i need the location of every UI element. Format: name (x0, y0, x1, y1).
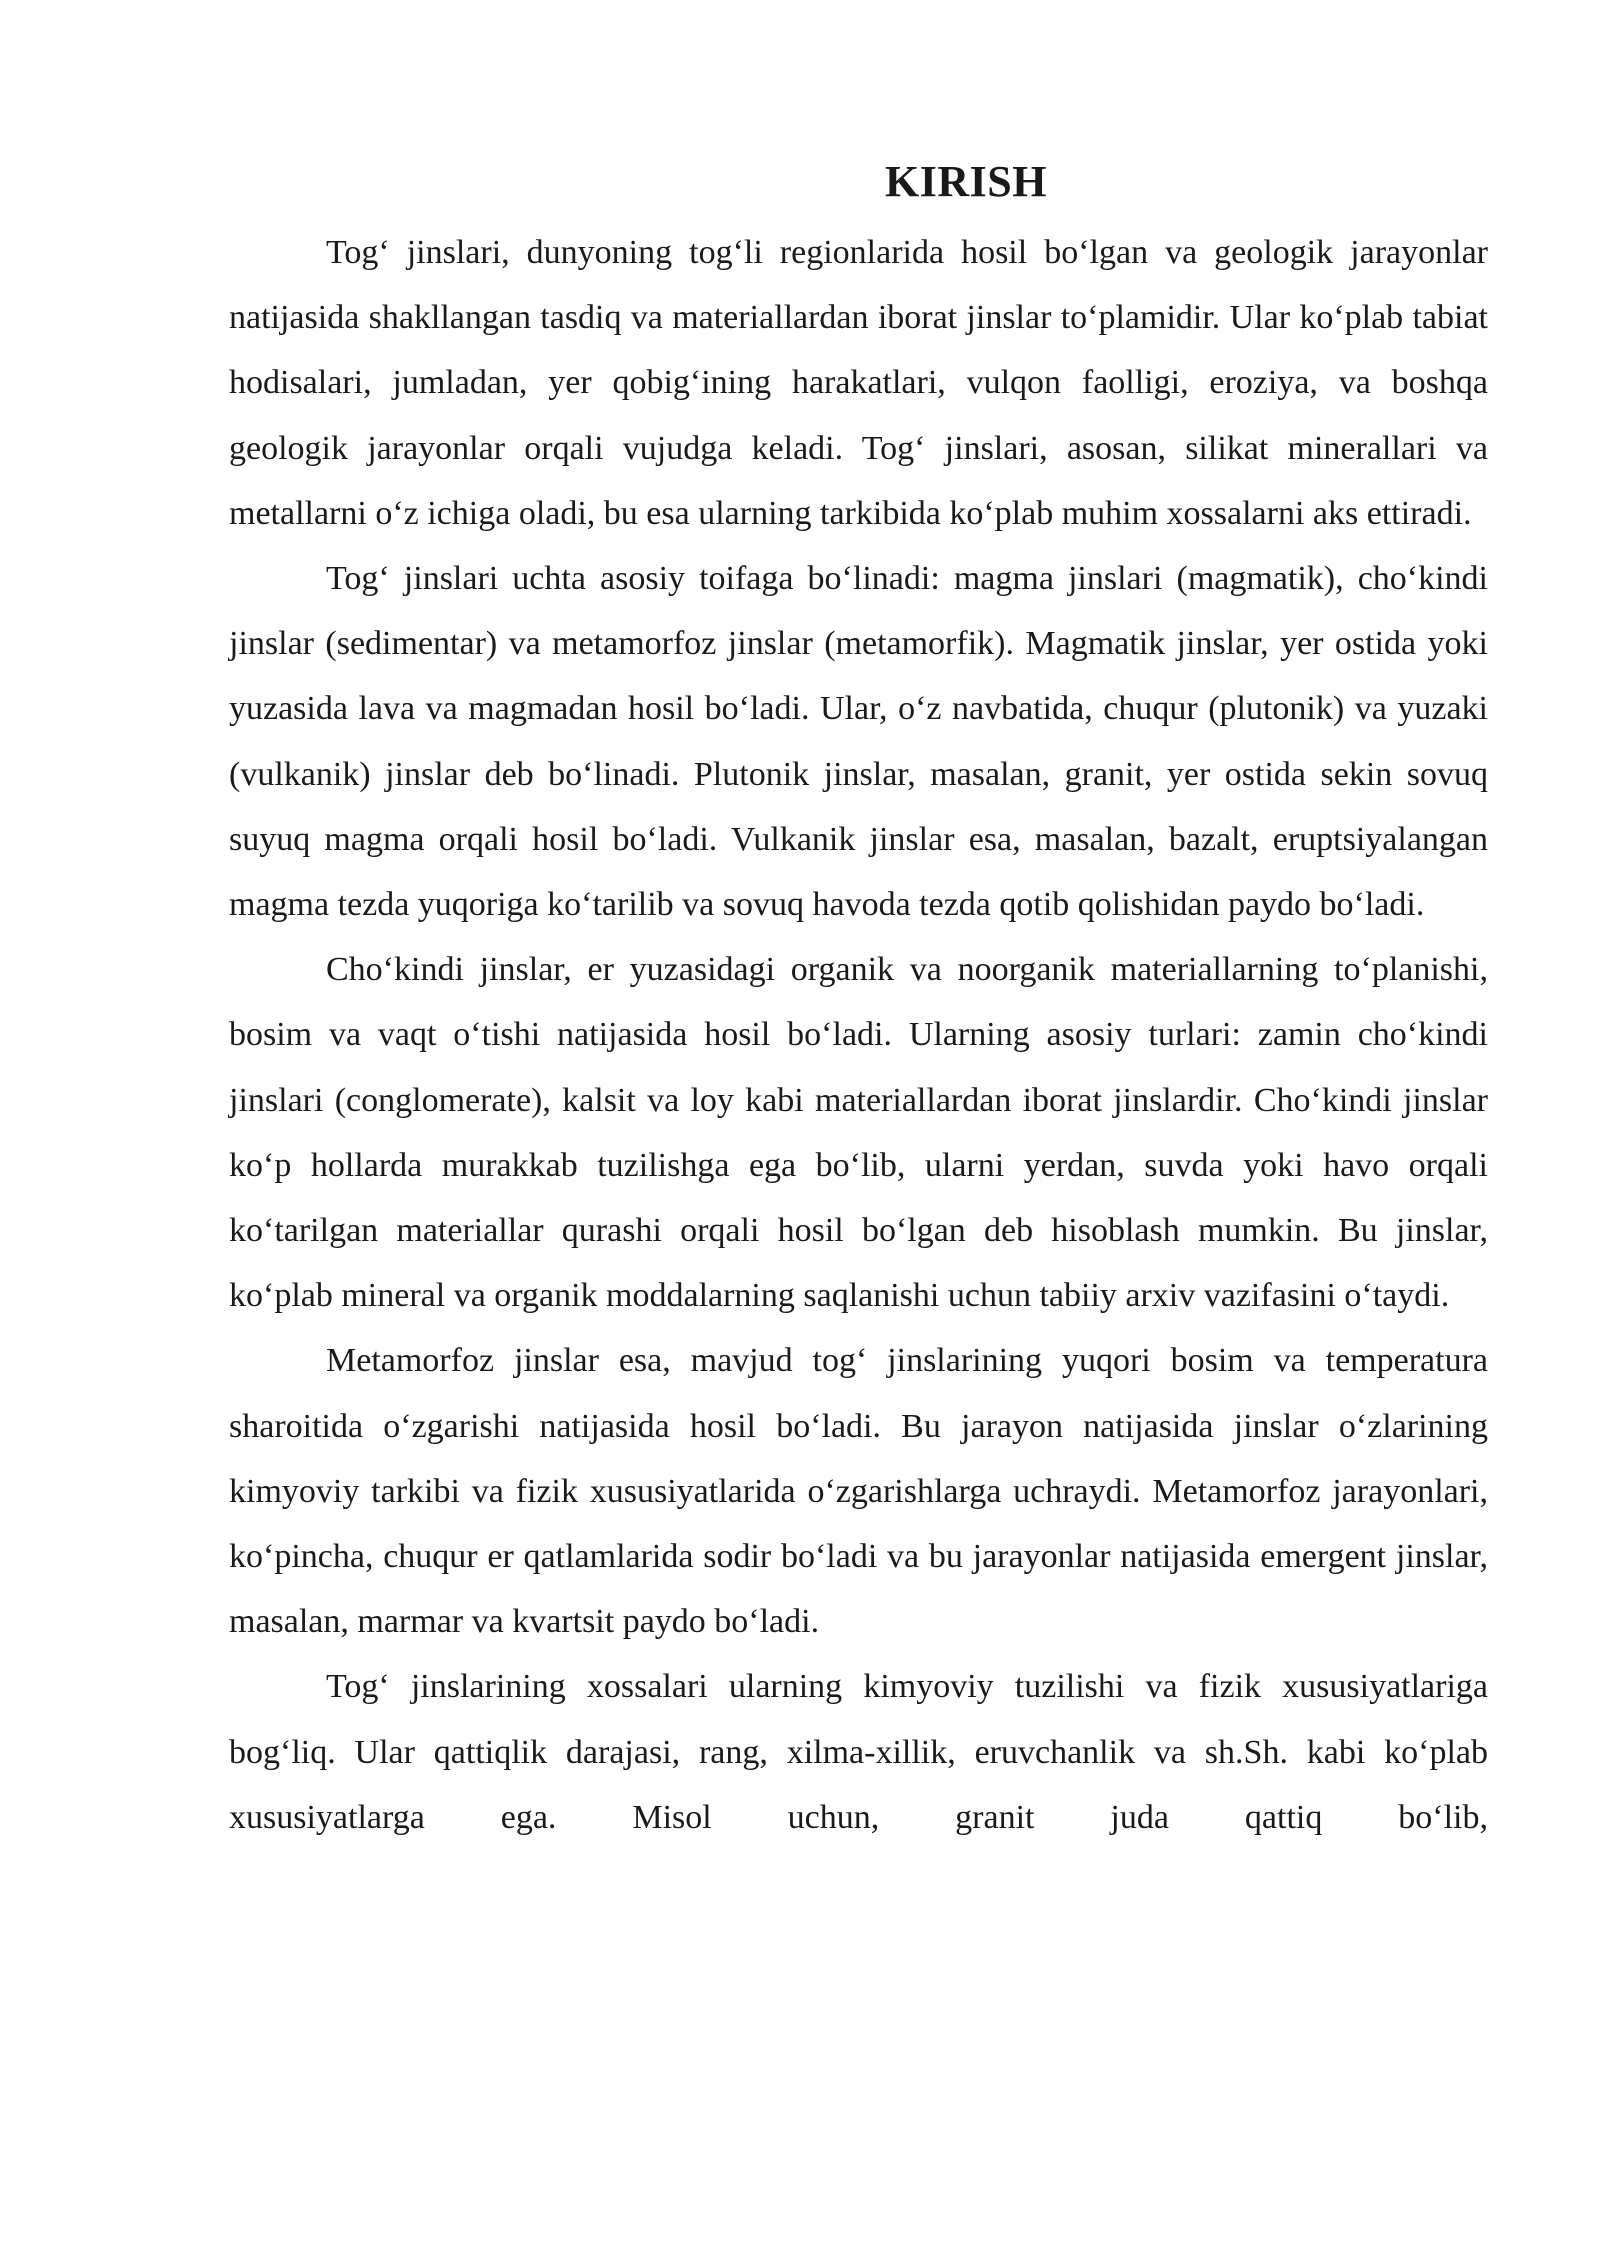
paragraph-2: Tog‘ jinslari uchta asosiy toifaga bo‘linadi: magma jinslari (magmatik), cho‘kindi jinslar (sedimentar) va metamorfoz jinslar (metamorfik). Magmatik jinslar, yer ostida yoki yuzasida lava va magmadan hosil bo‘ladi. Ular, o‘z navbatida, chuqur (plutonik) va yuzaki (vulkanik) jinslar deb bo‘linadi. Plutonik jinslar, masalan, granit, yer ostida sekin sovuq suyuq magma orqali hosil bo‘ladi. Vulkanik jinslar esa, masalan, bazalt, eruptsiyalangan magma tezda yuqoriga ko‘tarilib va sovuq havoda tezda qotib qolishidan paydo bo‘ladi. (229, 560, 1488, 924)
paragraph-1: Tog‘ jinslari, dunyoning tog‘li regionlarida hosil bo‘lgan va geologik jarayonlar natijasida shakllangan tasdiq va materiallardan iborat jinslar to‘plamidir. Ular ko‘plab tabiat hodisalari, jumladan, yer qobig‘ining harakatlari, vulqon faolligi, eroziya, va boshqa geologik jarayonlar orqali vujudga keladi. Tog‘ jinslari, asosan, silikat minerallari va metallarni o‘z ichiga oladi, bu esa ularning tarkibida ko‘plab muhim xossalarni aks ettiradi. (229, 234, 1488, 532)
paragraph-3: Cho‘kindi jinslar, er yuzasidagi organik va noorganik materiallarning to‘planishi, bosim va vaqt o‘tishi natijasida hosil bo‘ladi. Ularning asosiy turlari: zamin cho‘kindi jinslari (conglomerate), kalsit va loy kabi materiallardan iborat jinslardir. Cho‘kindi jinslar ko‘p hollarda murakkab tuzilishga ega bo‘lib, ularni yerdan, suvda yoki havo orqali ko‘tarilgan materiallar qurashi orqali hosil bo‘lgan deb hisoblash mumkin. Bu jinslar, ko‘plab mineral va organik moddalarning saqlanishi uchun tabiiy arxiv vazifasini o‘taydi. (229, 951, 1488, 1315)
page-title: KIRISH (885, 157, 1047, 206)
document-body (229, 150, 1488, 1850)
paragraph-4: Metamorfoz jinslar esa, mavjud tog‘ jinslarining yuqori bosim va temperatura sharoitida o‘zgarishi natijasida hosil bo‘ladi. Bu jarayon natijasida jinslar o‘zlarining kimyoviy tarkibi va fizik xususiyatlarida o‘zgarishlarga uchraydi. Metamorfoz jarayonlari, ko‘pincha, chuqur er qatlamlarida sodir bo‘ladi va bu jarayonlar natijasida emergent jinslar, masalan, marmar va kvartsit paydo bo‘ladi. (229, 1342, 1488, 1641)
paragraph-5-partial: Tog‘ jinslarining xossalari ularning kimyoviy tuzilishi va fizik xususiyatlariga bog‘liq. Ular qattiqlik darajasi, rang, xilma-xillik, eruvchanlik va sh.Sh. kabi ko‘plab xususiyatlarga ega. Misol uchun, granit juda qattiq bo‘lib, (229, 1668, 1488, 1836)
